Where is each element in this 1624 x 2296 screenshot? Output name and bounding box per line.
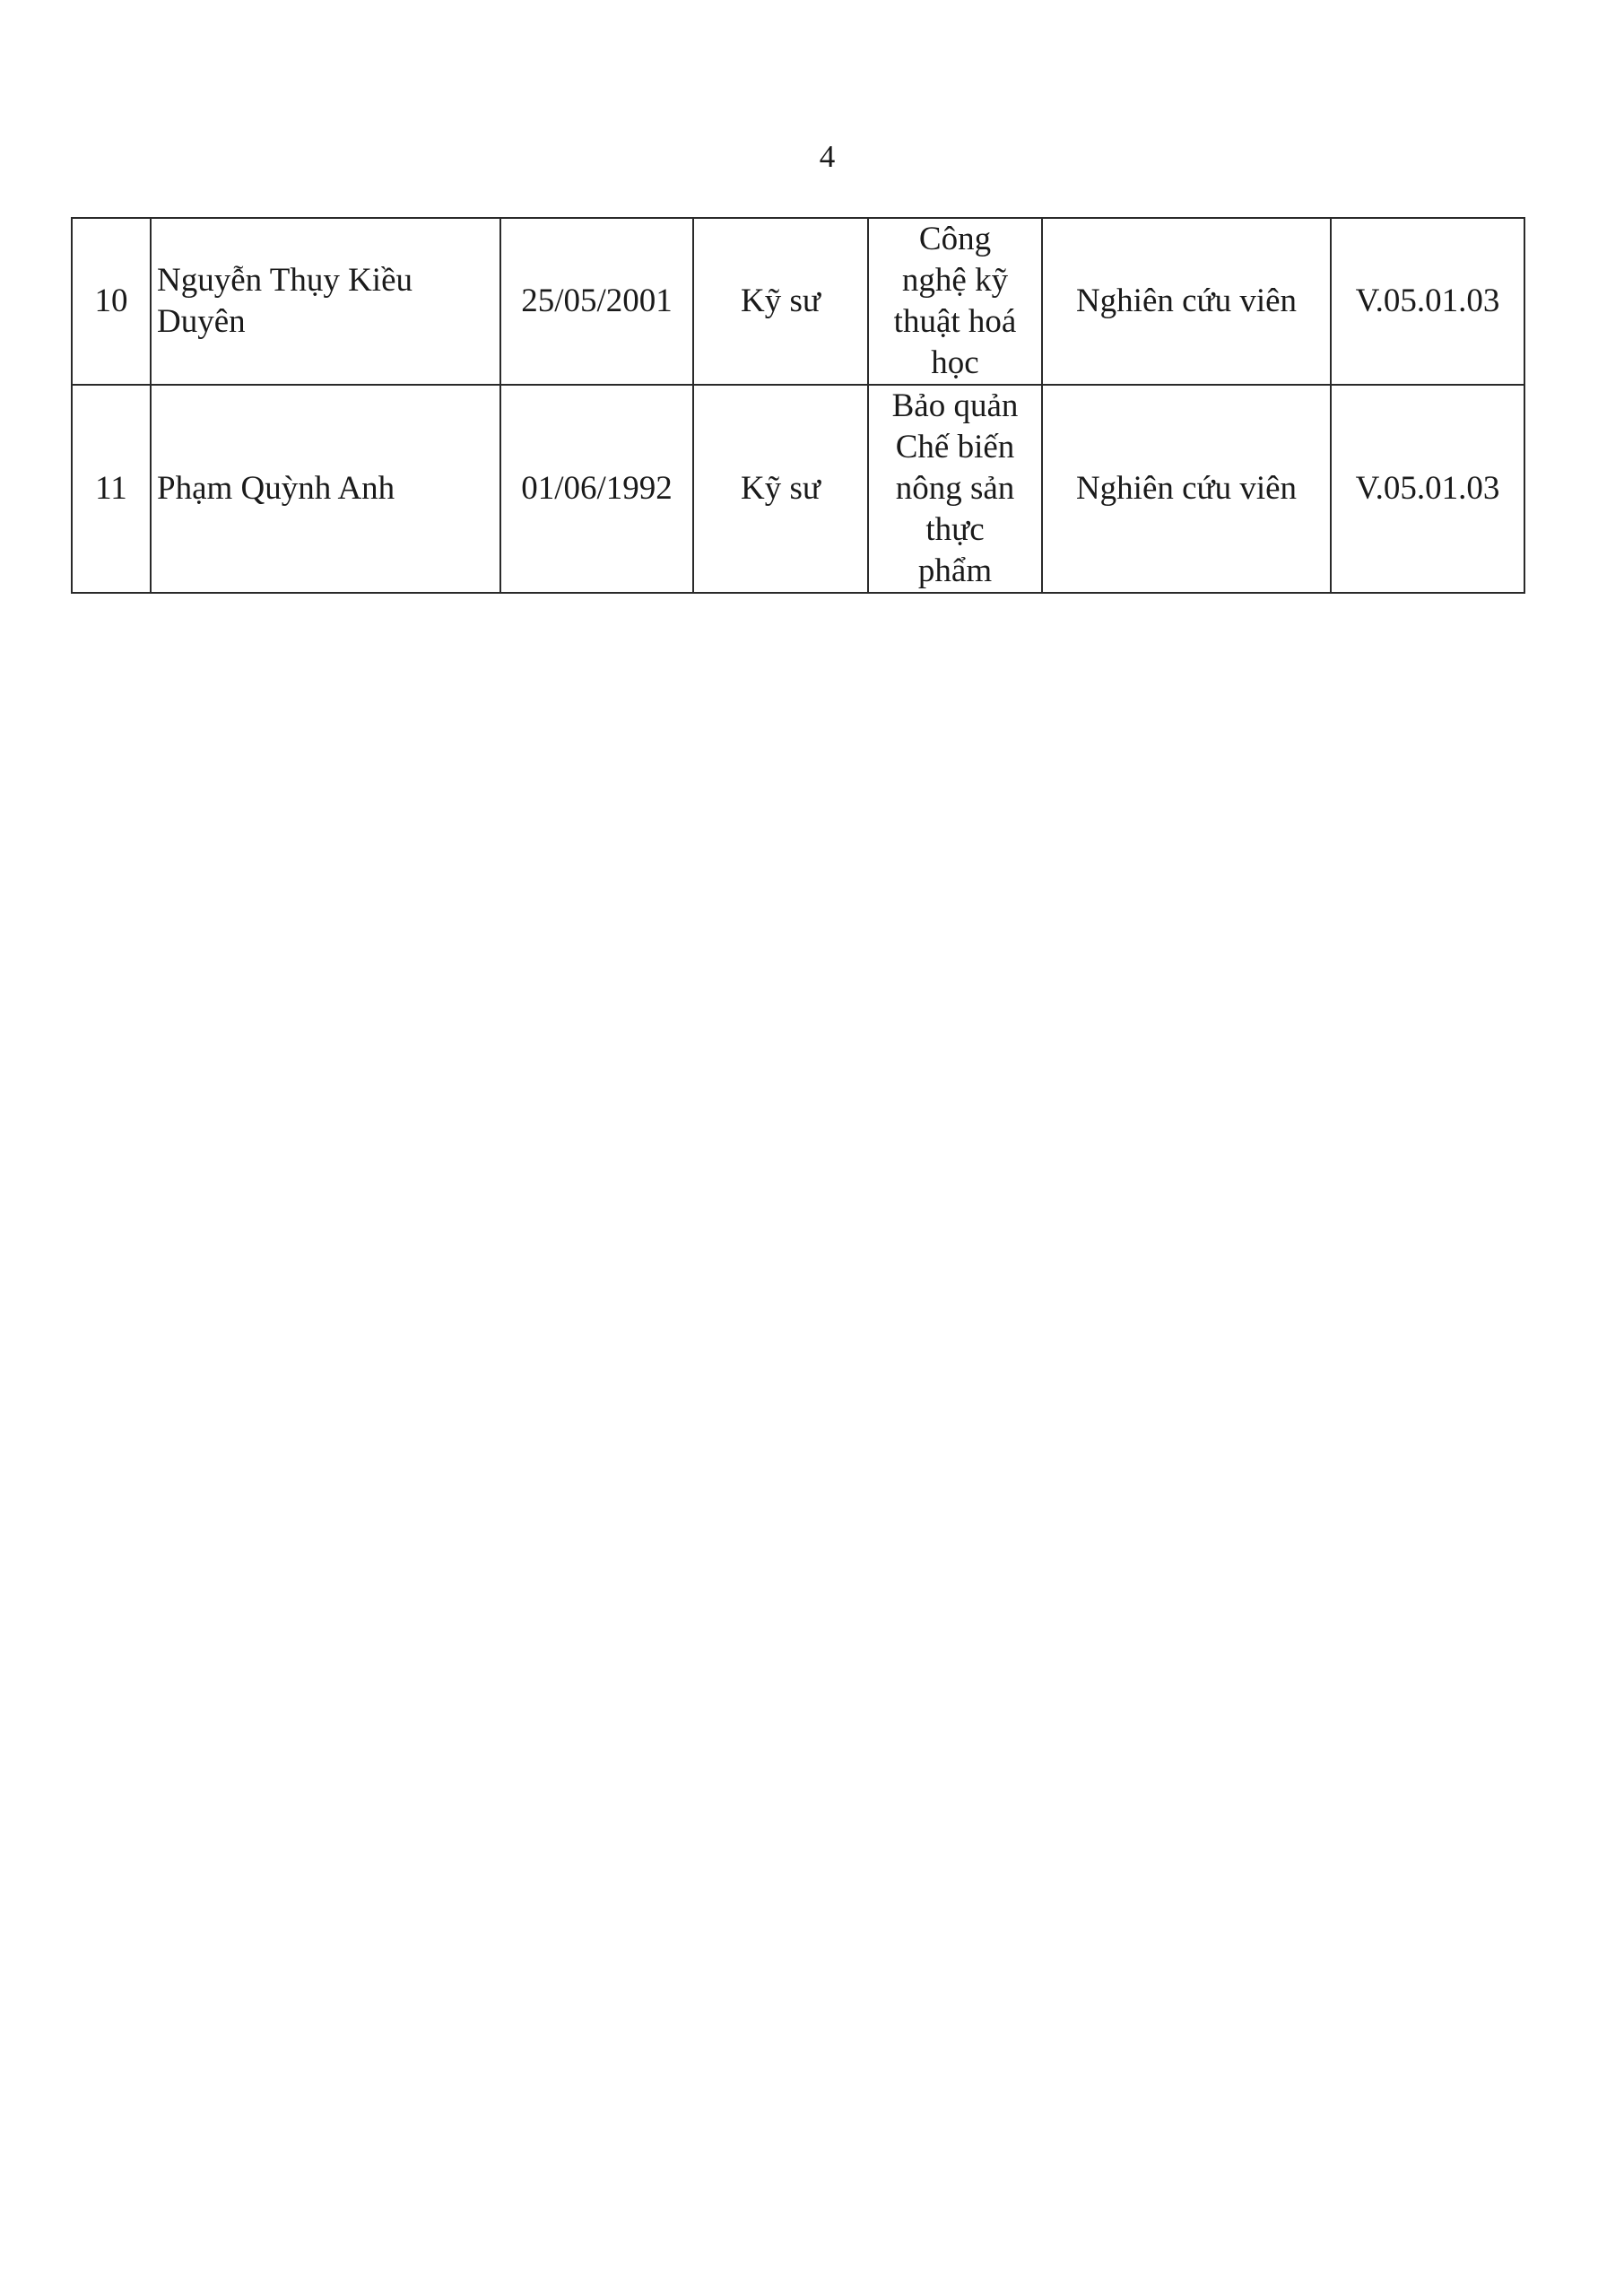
- major-line: Chế biến: [895, 429, 1015, 465]
- position-code-cell: V.05.01.03: [1331, 385, 1524, 593]
- major-line: nghệ kỹ: [901, 262, 1009, 299]
- major-cell: [868, 385, 1042, 593]
- row-number-cell: 11: [72, 385, 151, 593]
- major-line: học: [931, 344, 979, 381]
- job-title-cell: Nghiên cứu viên: [1042, 385, 1331, 593]
- major-line: Bảo quản: [891, 387, 1019, 424]
- full-name-line: Nguyễn Thụy Kiều: [157, 262, 413, 299]
- position-code-cell: V.05.01.03: [1331, 218, 1524, 385]
- table-row: [72, 385, 1524, 593]
- full-name-cell: [151, 218, 500, 385]
- staff-table: [71, 217, 1525, 594]
- date-of-birth-cell: 01/06/1992: [500, 385, 693, 593]
- date-of-birth-cell: 25/05/2001: [500, 218, 693, 385]
- degree-cell: Kỹ sư: [693, 218, 868, 385]
- table-row: [72, 218, 1524, 385]
- major-line: thực: [925, 511, 985, 548]
- full-name-line: Duyên: [157, 303, 246, 340]
- major-line: phẩm: [917, 552, 993, 589]
- major-cell: [868, 218, 1042, 385]
- full-name-line: Phạm Quỳnh Anh: [157, 470, 395, 507]
- major-line: nông sản: [895, 470, 1015, 507]
- job-title-cell: Nghiên cứu viên: [1042, 218, 1331, 385]
- degree-cell: Kỹ sư: [693, 385, 868, 593]
- major-line: Công: [918, 221, 992, 257]
- full-name-cell: [151, 385, 500, 593]
- major-line: thuật hoá: [893, 303, 1017, 340]
- page-number: 4: [819, 139, 836, 174]
- row-number-cell: 10: [72, 218, 151, 385]
